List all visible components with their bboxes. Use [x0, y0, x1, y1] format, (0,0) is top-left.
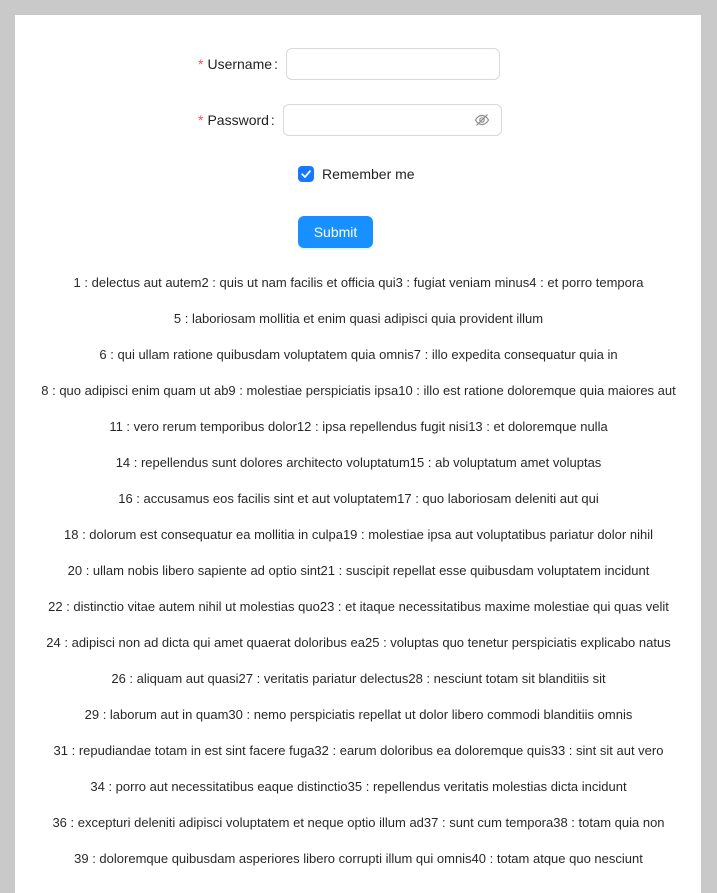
todo-list	[15, 274, 701, 886]
remember-checkbox[interactable]	[298, 166, 314, 182]
list-item: 5 : laboriosam mollitia et enim quasi adipisci quia provident illum	[173, 311, 544, 326]
password-input[interactable]	[284, 106, 474, 134]
eye-invisible-icon[interactable]	[474, 112, 490, 128]
label-colon: :	[270, 112, 275, 128]
submit-button[interactable]: Submit	[298, 216, 373, 248]
list-item: 39 : doloremque quibusdam asperiores libero corrupti illum qui omnis40 : totam atque quo nesciunt	[74, 851, 643, 866]
list-item: 29 : laborum aut in quam30 : nemo perspiciatis repellat ut dolor libero commodi blanditiis omnis	[84, 707, 633, 722]
required-mark: *	[198, 112, 204, 128]
username-label	[198, 56, 286, 72]
required-mark: *	[198, 56, 204, 72]
checkmark-icon	[300, 168, 312, 180]
list-item: 14 : repellendus sunt dolores architecto voluptatum15 : ab voluptatum amet voluptas	[115, 455, 602, 470]
list-item: 36 : excepturi deleniti adipisci voluptatem et neque optio illum ad37 : sunt cum tempora38 : totam quia non	[52, 815, 665, 830]
list-item: 18 : dolorum est consequatur ea mollitia in culpa19 : molestiae ipsa aut voluptatibus pariatur dolor nihil	[64, 527, 653, 542]
list-item: 8 : quo adipisci enim quam ut ab9 : molestiae perspiciatis ipsa10 : illo est ratione doloremque quia maiores aut	[41, 383, 676, 398]
list-item: 22 : distinctio vitae autem nihil ut molestias quo23 : et itaque necessitatibus maxime molestiae qui quas velit	[48, 599, 669, 614]
username-row	[198, 48, 500, 80]
list-item: 26 : aliquam aut quasi27 : veritatis pariatur delectus28 : nesciunt totam sit blanditiis sit	[111, 671, 606, 686]
list-item: 16 : accusamus eos facilis sint et aut voluptatem17 : quo laboriosam deleniti aut qui	[118, 491, 599, 506]
password-field	[283, 104, 502, 136]
list-item: 6 : qui ullam ratione quibusdam voluptatem quia omnis7 : illo expedita consequatur quia in	[99, 347, 618, 362]
list-item: 24 : adipisci non ad dicta qui amet quaerat doloribus ea25 : voluptas quo tenetur perspiciatis explicabo natus	[46, 635, 671, 650]
list-item: 11 : vero rerum temporibus dolor12 : ipsa repellendus fugit nisi13 : et doloremque nulla	[109, 419, 608, 434]
label-colon: :	[274, 56, 278, 72]
username-input[interactable]	[286, 48, 500, 80]
list-item: 20 : ullam nobis libero sapiente ad optio sint21 : suscipit repellat esse quibusdam voluptatem incidunt	[67, 563, 650, 578]
password-label	[198, 112, 283, 128]
username-label-text: Username	[207, 56, 273, 72]
remember-label: Remember me	[322, 166, 415, 182]
list-item: 31 : repudiandae totam in est sint facere fuga32 : earum doloribus ea doloremque quis33 : sint sit aut vero	[53, 743, 664, 758]
list-item: 1 : delectus aut autem2 : quis ut nam facilis et officia qui3 : fugiat veniam minus4 : et porro tempora	[73, 275, 644, 290]
password-row	[198, 104, 502, 136]
login-card	[15, 15, 701, 893]
remember-me[interactable]	[298, 166, 415, 182]
list-item: 34 : porro aut necessitatibus eaque distinctio35 : repellendus veritatis molestias dicta incidunt	[90, 779, 627, 794]
password-label-text: Password	[207, 112, 269, 128]
